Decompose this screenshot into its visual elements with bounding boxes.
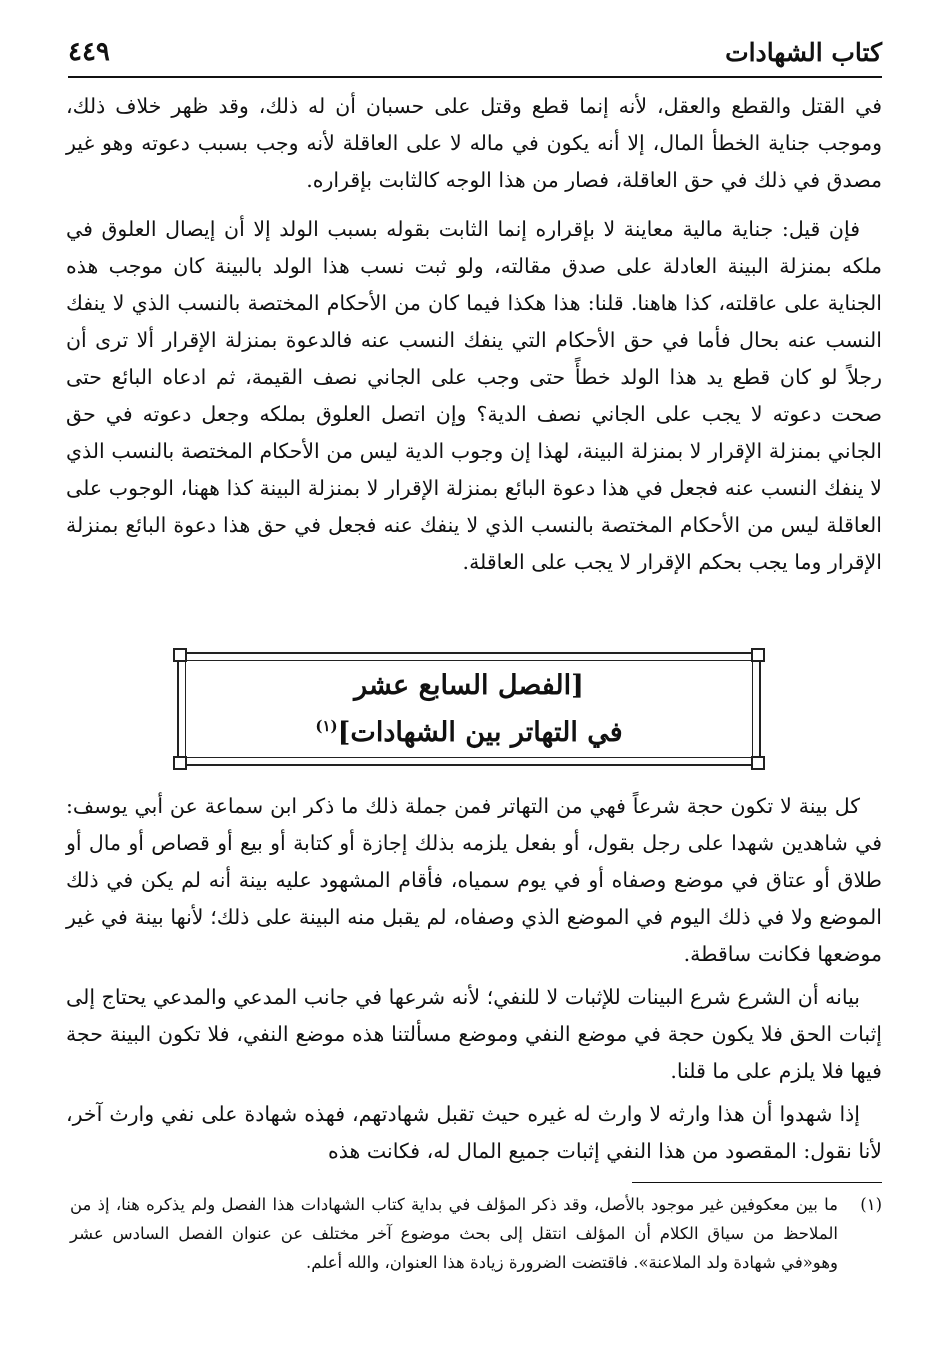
chapter-heading-box bbox=[177, 652, 761, 766]
footnote-number: (١) bbox=[860, 1195, 882, 1214]
footnote-separator bbox=[632, 1182, 882, 1183]
book-title: كتاب الشهادات bbox=[725, 37, 882, 67]
paragraph: في القتل والقطع والعقل، لأنه إنما قطع وقتل على حسبان أن له ذلك، وقد ظهر خلاف ذلك، وموجب جناية الخطأ المال، إلا أنه يكون في ماله لا على العاقلة لأنه وجب بسبب دعوته وهو غير مصدق في ذلك في حق العاقلة، فصار من هذا الوجه كالثابت بإقراره. bbox=[66, 94, 882, 192]
chapter-title: [الفصل السابع عشر bbox=[354, 669, 584, 701]
page-number: ٤٤٩ bbox=[68, 37, 110, 67]
chapter-subtitle bbox=[315, 706, 622, 753]
main-text-top bbox=[66, 88, 882, 581]
chapter-subtitle-text: في التهاتر بين الشهادات] bbox=[337, 716, 623, 748]
paragraph: إذا شهدوا أن هذا وارثه لا وارث له غيره حيث تقبل شهادتهم، فهذه شهادة على نفي وارث آخر، لأنا نقول: المقصود من هذا النفي إثبات جميع المال له، فكانت هذه bbox=[66, 1102, 882, 1163]
footnote-marker: (١) bbox=[315, 716, 338, 735]
running-header bbox=[68, 28, 882, 78]
frame-corner-ornament bbox=[751, 756, 765, 770]
main-text-bottom bbox=[66, 788, 882, 1176]
paragraph: بيانه أن الشرع شرع البينات للإثبات لا للنفي؛ لأنه شرعها في جانب المدعي والمدعي يحتاج إلى إثبات الحق فلا يكون حجة في موضع النفي وموضع مسألتنا هذه موضع النفي، فلا تكون البينة حجة فيها فلا يلزم على ما قلنا. bbox=[66, 985, 882, 1083]
footnote bbox=[70, 1190, 882, 1277]
footnote-text: ما بين معكوفين غير موجود بالأصل، وقد ذكر المؤلف في بداية كتاب الشهادات هذا الفصل ولم يذكره هنا، إذ من الملاحظ من سياق الكلام أن المؤلف انتقل إلى بحث موضوع آخر مختلف عن عنوان الفصل السادس عشر وهو«في شهادة ولد الملاعنة». فاقتضت الضرورة زيادة هذا العنوان، والله أعلم. bbox=[70, 1195, 838, 1272]
paragraph: كل بينة لا تكون حجة شرعاً فهي من التهاتر فمن جملة ذلك ما ذكر ابن سماعة عن أبي يوسف: في شاهدين شهدا على رجل بقول، أو بفعل يلزمه بذلك إجازة أو كتابة أو بيع أو قصاص أو مال أو طلاق أو عتاق في موضع وصفاه أو في يوم سمياه، فأقام المشهود عليه بينة أنه لم يكن في ذلك الموضع ولا في ذلك اليوم في الموضع الذي وصفاه، لم يقبل منه البينة على ذلك؛ لأنها بينة في غير موضعها فكانت ساقطة. bbox=[66, 794, 882, 966]
frame-corner-ornament bbox=[173, 756, 187, 770]
frame-corner-ornament bbox=[751, 648, 765, 662]
paragraph: فإن قيل: جناية مالية معاينة لا بإقراره إنما الثابت بقوله بسبب الولد إلا أن إيصال العلوق في ملكه بمنزلة البينة العادلة على صدق مقالته، ولو ثبت نسب هذا الولد بالبينة كان موجب هذه الجناية على عاقلته، كذا هاهنا. قلنا: هذا هكذا فيما كان من الأحكام المختصة بالنسب الذي لا ينفك النسب عنه بحال فأما في حق الأحكام التي ينفك النسب عنه فالدعوة بمنزلة الإقرار ألا ترى أن رجلاً لو كان قطع يد هذا الولد خطأً حتى وجب على الجاني نصف القيمة، ثم ادعاه البائع حتى صحت دعوته لا يجب على الجاني نصف الدية؟ وإن اتصل العلوق بملكه وجعل دعوته في حق الجاني بمنزلة الإقرار لا بمنزلة البينة، لهذا إن وجوب الدية ليس من الأحكام المختصة بالنسب الذي لا ينفك النسب عنه فجعل في هذا دعوة البائع بمنزلة الإقرار لا بمنزلة البينة كذا ههنا، الوجوب على العاقلة ليس من الأحكام المختصة بالنسب الذي لا ينفك عنه فجعل في حق هذا دعوة البائع بمنزلة الإقرار وما يجب بحكم الإقرار لا يجب على العاقلة. bbox=[66, 217, 882, 574]
